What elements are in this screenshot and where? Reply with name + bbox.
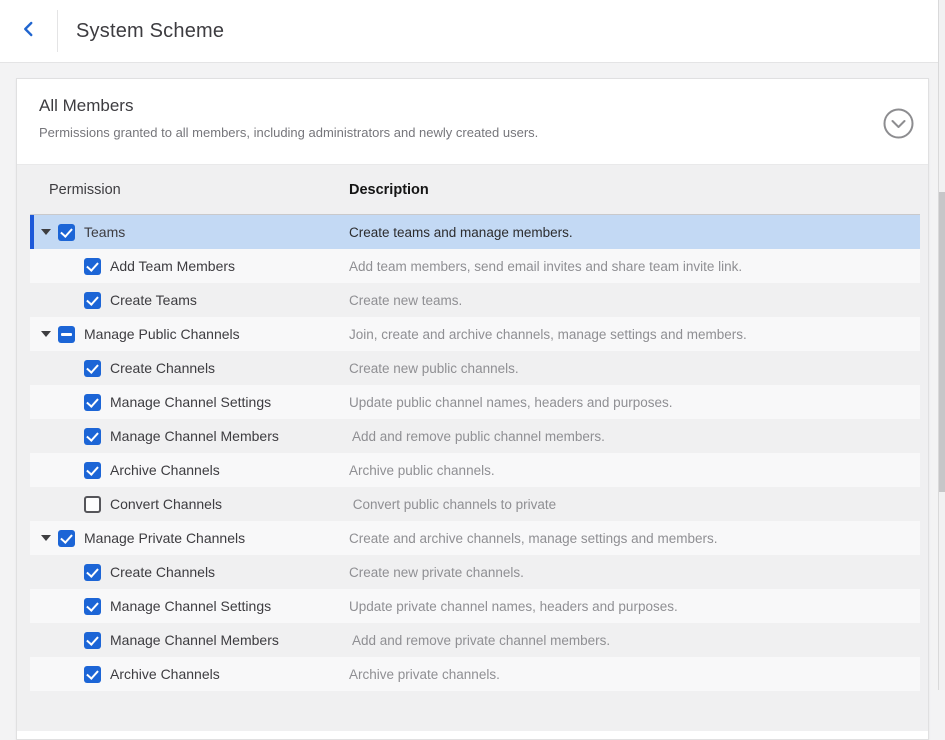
permission-description: Archive private channels. — [349, 666, 500, 682]
chevron-left-icon — [20, 20, 38, 43]
all-members-panel — [16, 78, 929, 740]
permission-label: Create Teams — [110, 292, 197, 308]
permission-description: Convert public channels to private — [349, 496, 557, 512]
permission-label: Archive Channels — [110, 666, 220, 682]
manage-channel-members-checkbox[interactable] — [84, 632, 101, 649]
permission-description: Add and remove private channel members. — [349, 632, 611, 648]
panel-collapse-button[interactable] — [883, 108, 914, 139]
permission-column-header: Permission — [49, 181, 121, 198]
permission-label: Manage Public Channels — [84, 326, 240, 342]
manage-public-channels-checkbox[interactable] — [58, 326, 75, 343]
convert-channels-checkbox[interactable] — [84, 496, 101, 513]
permission-label: Archive Channels — [110, 462, 220, 478]
permission-description: Add team members, send email invites and share team invite link. — [349, 258, 743, 274]
permission-label: Manage Private Channels — [84, 530, 246, 546]
collapse-caret-icon[interactable] — [41, 331, 51, 337]
permission-label: Create Channels — [110, 564, 216, 580]
chevron-down-circle-icon — [883, 127, 914, 142]
teams-checkbox[interactable] — [58, 224, 75, 241]
row-create-channels-private[interactable] — [30, 555, 920, 589]
permission-label: Manage Channel Settings — [110, 598, 272, 614]
permission-description: Update private channel names, headers and purposes. — [349, 598, 678, 614]
permission-label: Create Channels — [110, 360, 216, 376]
permission-description: Create new private channels. — [349, 564, 524, 580]
permission-description: Add and remove public channel members. — [349, 428, 605, 444]
manage-channel-settings-checkbox[interactable] — [84, 394, 101, 411]
permission-description: Create new public channels. — [349, 360, 519, 376]
scrollbar[interactable] — [938, 0, 945, 690]
archive-channels-checkbox[interactable] — [84, 462, 101, 479]
description-column-header: Description — [349, 181, 429, 198]
row-archive-channels-public[interactable] — [30, 453, 920, 487]
create-channels-checkbox[interactable] — [84, 360, 101, 377]
panel-header — [17, 79, 928, 164]
row-archive-channels-private[interactable] — [30, 657, 920, 691]
back-button[interactable] — [0, 0, 57, 62]
panel-title: All Members — [39, 96, 134, 115]
permission-description: Join, create and archive channels, manage settings and members. — [349, 326, 747, 342]
collapse-caret-icon[interactable] — [41, 229, 51, 235]
scrollbar-thumb[interactable] — [939, 192, 945, 492]
permission-label: Add Team Members — [110, 258, 236, 274]
permission-description: Create new teams. — [349, 292, 463, 308]
row-manage-channel-members-public[interactable] — [30, 419, 920, 453]
topbar — [0, 0, 945, 63]
row-create-channels-public[interactable] — [30, 351, 920, 385]
permission-label: Convert Channels — [110, 496, 223, 512]
permission-label: Manage Channel Settings — [110, 394, 272, 410]
row-manage-public-channels[interactable] — [30, 317, 920, 351]
add-team-members-checkbox[interactable] — [84, 258, 101, 275]
row-convert-channels[interactable] — [30, 487, 920, 521]
permission-label: Manage Channel Members — [110, 428, 279, 444]
row-manage-channel-members-private[interactable] — [30, 623, 920, 657]
manage-channel-members-checkbox[interactable] — [84, 428, 101, 445]
row-manage-channel-settings-public[interactable] — [30, 385, 920, 419]
permission-rows — [30, 214, 920, 691]
row-manage-channel-settings-private[interactable] — [30, 589, 920, 623]
permission-description: Create and archive channels, manage settings and members. — [349, 530, 718, 546]
create-teams-checkbox[interactable] — [84, 292, 101, 309]
row-manage-private-channels[interactable] — [30, 521, 920, 555]
manage-private-channels-checkbox[interactable] — [58, 530, 75, 547]
permission-label: Teams — [84, 224, 126, 240]
collapse-caret-icon[interactable] — [41, 535, 51, 541]
permission-description: Update public channel names, headers and purposes. — [349, 394, 673, 410]
permission-description: Archive public channels. — [349, 462, 495, 478]
manage-channel-settings-checkbox[interactable] — [84, 598, 101, 615]
topbar-divider — [57, 10, 58, 52]
permissions-table — [17, 164, 928, 731]
panel-subtitle: Permissions granted to all members, including administrators and newly created users. — [39, 125, 539, 140]
row-add-team-members[interactable] — [30, 249, 920, 283]
permission-description: Create teams and manage members. — [349, 224, 573, 240]
permission-label: Manage Channel Members — [110, 632, 279, 648]
table-header — [30, 165, 920, 214]
page-title: System Scheme — [76, 19, 225, 42]
create-channels-checkbox[interactable] — [84, 564, 101, 581]
archive-channels-checkbox[interactable] — [84, 666, 101, 683]
row-create-teams[interactable] — [30, 283, 920, 317]
row-teams[interactable] — [30, 215, 920, 249]
